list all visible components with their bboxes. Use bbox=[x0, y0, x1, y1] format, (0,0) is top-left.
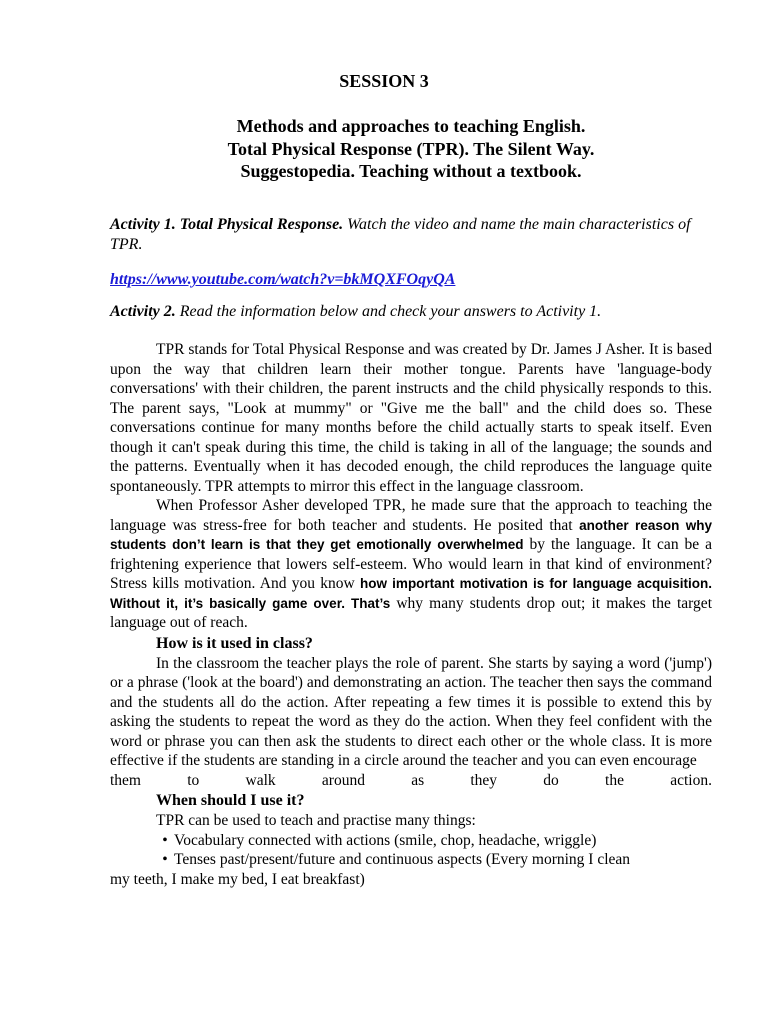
paragraph-text: When Professor Asher developed TPR, he made sure that the approach to teaching the language was stress-free for both teacher and students. He posited that bbox=[110, 497, 712, 534]
session-label: SESSION 3 bbox=[339, 71, 429, 91]
bold-emphasis: another reason why students don’t learn is that they get emotionally overwhelmed bbox=[110, 517, 712, 552]
list-item-text: Vocabulary connected with actions (smile, chop, headache, wriggle) bbox=[174, 831, 597, 849]
activity-2-text: Read the information below and check your answers to Activity 1. bbox=[179, 303, 602, 320]
list-item-text: Tenses past/present/future and continuous aspects (Every morning I clean bbox=[174, 851, 631, 868]
section-heading-in-class: How is it used in class? bbox=[156, 634, 313, 652]
paragraph-classroom-last-line: them to walk around as they do the action. bbox=[110, 771, 712, 789]
section-heading-when-to-use: When should I use it? bbox=[156, 792, 305, 809]
activity-1-label: Activity 1. Total Physical Response. bbox=[110, 216, 344, 233]
page-title bbox=[110, 115, 712, 183]
list-item bbox=[110, 831, 712, 851]
activity-2-label: Activity 2. bbox=[110, 303, 176, 320]
paragraph-stress-free bbox=[110, 496, 712, 633]
activity-2 bbox=[110, 302, 712, 322]
title-line: Suggestopedia. Teaching without a textbook. bbox=[240, 161, 582, 181]
bold-emphasis: how important motivation is for language acquisition. Without it, it’s basically game over. That’s bbox=[110, 576, 713, 611]
paragraph-tpr-definition: TPR stands for Total Physical Response and was created by Dr. James J Asher. It is based upon the way that children learn their mother tongue. Parents have 'language-body conversations' with their children, the parent instructs and the child physically responds to this. The parent says, "Look at mummy" or "Give me the ball" and the child does so. These conversations continue for many months before the child actually starts to speak itself. Even though it can't speak during this time, the child is taking in all of the language; the sounds and the patterns. Eventually when it has decoded enough, the child reproduces the language quite spontaneously. TPR attempts to mirror this effect in the language classroom. bbox=[110, 341, 712, 495]
list-item-continuation: my teeth, I make my bed, I eat breakfast) bbox=[110, 870, 365, 888]
paragraph-classroom: In the classroom the teacher plays the role of parent. She starts by saying a word ('jump') or a phrase ('look at the board') and demonstrating an action. The teacher then says the command and the students all do the action. After repeating a few times it is possible to extend this by asking the students to repeat the word as they do the action. When they feel confident with the word or phrase you can then ask the students to direct each other or the whole class. It is more effective if the students are standing in a circle around the teacher and you can even encourage bbox=[110, 654, 712, 769]
activity-1 bbox=[110, 215, 712, 255]
bullet-icon: • bbox=[162, 831, 168, 849]
body-text bbox=[110, 340, 712, 889]
video-link[interactable]: https://www.youtube.com/watch?v=bkMQXFOqyQA bbox=[110, 271, 456, 288]
activity-1-text: Watch the video and name the main characteristics of TPR. bbox=[110, 216, 691, 253]
paragraph-text: by the language. It can be a frightening experience that lowers self-esteem. Who would learn in that kind of environment? Stress kills motivation. And you know bbox=[110, 536, 712, 592]
paragraph-text: why many students drop out; it makes the target language out of reach. bbox=[110, 594, 712, 631]
uses-intro: TPR can be used to teach and practise many things: bbox=[156, 812, 476, 829]
title-line: Total Physical Response (TPR). The Silent Way. bbox=[227, 138, 595, 159]
list-item bbox=[110, 850, 712, 870]
bullet-icon: • bbox=[162, 851, 168, 868]
title-line: Methods and approaches to teaching English. bbox=[236, 116, 586, 136]
